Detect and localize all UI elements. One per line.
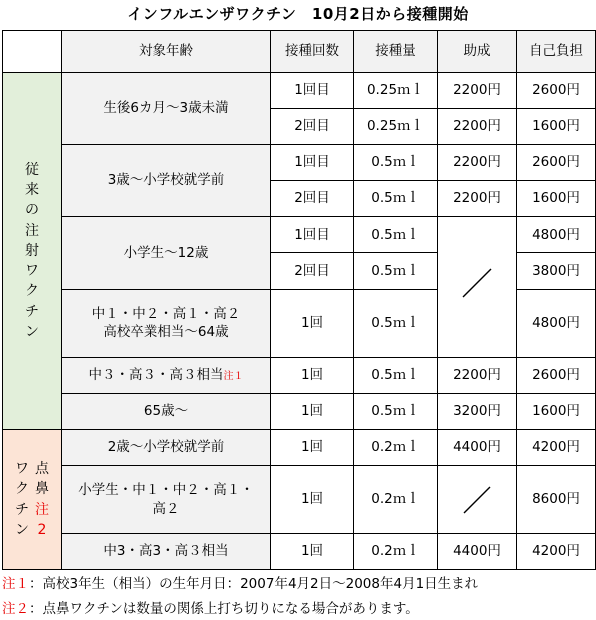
table-row <box>3 145 596 181</box>
self-pay-cell: 8600円 <box>517 466 596 534</box>
age-cell: 3歳～小学校就学前 <box>62 145 271 217</box>
header-corner <box>3 31 62 73</box>
page-title: インフルエンザワクチン 10月2日から接種開始 <box>127 5 469 23</box>
dose-cell: 0.5ｍｌ <box>354 145 438 181</box>
count-cell: 1回 <box>271 534 354 570</box>
self-pay-cell: 1600円 <box>517 181 596 217</box>
self-pay-cell: 1600円 <box>517 109 596 145</box>
age-cell <box>62 289 271 358</box>
diagonal-slash-mark <box>438 467 516 533</box>
age-text: 中３・高３・高３相当 <box>88 367 224 384</box>
footnote-2 <box>2 597 419 617</box>
self-pay-cell: 2600円 <box>517 145 596 181</box>
self-pay-cell: 1600円 <box>517 394 596 430</box>
group-traditional <box>3 73 62 430</box>
self-pay-cell: 4200円 <box>517 534 596 570</box>
subsidy-cell: 4400円 <box>438 430 517 466</box>
count-cell: 1回目 <box>271 73 354 109</box>
count-cell: 2回目 <box>271 181 354 217</box>
footnote-1 <box>2 572 478 592</box>
count-cell: 1回 <box>271 466 354 534</box>
table-row <box>3 534 596 570</box>
note-1-marker: 注１ <box>223 371 244 383</box>
age-cell: 2歳～小学校就学前 <box>62 430 271 466</box>
group-nasal <box>3 430 62 570</box>
count-cell: 1回目 <box>271 217 354 253</box>
self-pay-cell: 4800円 <box>517 289 596 358</box>
age-cell: 生後6カ月～3歳未満 <box>62 73 271 145</box>
footnote-1-text: ：高校3年生（相当）の生年月日：2007年4月2日～2008年4月1日生まれ <box>29 576 479 592</box>
table-row <box>3 466 596 534</box>
footnote-2-text: ：点鼻ワクチンは数量の関係上打ち切りになる場合があります。 <box>29 601 419 617</box>
group-nasal-label <box>3 459 61 540</box>
dose-cell: 0.5ｍｌ <box>354 394 438 430</box>
group-traditional-label: 従 来 の 注 射 ワ ク チ ン <box>25 161 39 341</box>
self-pay-cell: 3800円 <box>517 253 596 289</box>
dose-cell: 0.2ｍｌ <box>354 466 438 534</box>
count-cell: 1回 <box>271 358 354 394</box>
subsidy-cell: 4400円 <box>438 534 517 570</box>
dose-cell: 0.2ｍｌ <box>354 430 438 466</box>
dose-cell: 0.5ｍｌ <box>354 358 438 394</box>
group-nasal-sub-label: 点 鼻 注 2 <box>35 460 49 538</box>
subsidy-none-cell <box>438 466 517 534</box>
subsidy-none-cell <box>438 217 517 358</box>
dose-cell: 0.5ｍｌ <box>354 181 438 217</box>
count-cell: 1回 <box>271 394 354 430</box>
dose-cell: 0.25ｍｌ <box>354 109 438 145</box>
diagonal-slash-mark <box>438 217 516 357</box>
dose-cell: 0.5ｍｌ <box>354 289 438 358</box>
header-subsidy: 助成 <box>438 31 517 73</box>
footnote-2-label: 注２ <box>2 601 29 617</box>
age-cell <box>62 466 271 534</box>
header-dose: 接種量 <box>354 31 438 73</box>
age-cell: 中3・高3・高３相当 <box>62 534 271 570</box>
group-nasal-main-label: ワ ク チ ン <box>15 460 29 538</box>
self-pay-cell: 4200円 <box>517 430 596 466</box>
table-row <box>3 358 596 394</box>
self-pay-cell: 2600円 <box>517 358 596 394</box>
note-2-marker: 注 <box>35 501 49 518</box>
table-row <box>3 430 596 466</box>
age-cell: 小学生～12歳 <box>62 217 271 290</box>
header-age: 対象年齢 <box>62 31 271 73</box>
subsidy-cell: 2200円 <box>438 358 517 394</box>
table-row <box>3 217 596 253</box>
footnote-1-label: 注１ <box>2 576 29 592</box>
dose-cell: 0.25ｍｌ <box>354 73 438 109</box>
subsidy-cell: 2200円 <box>438 181 517 217</box>
subsidy-cell: 2200円 <box>438 109 517 145</box>
dose-cell: 0.2ｍｌ <box>354 534 438 570</box>
age-line: 中１・中２・高１・高２ <box>91 306 241 323</box>
count-cell: 2回目 <box>271 109 354 145</box>
subsidy-cell: 3200円 <box>438 394 517 430</box>
dose-cell: 0.5ｍｌ <box>354 217 438 253</box>
age-line: 高２ <box>152 500 180 517</box>
table-row <box>3 394 596 430</box>
subsidy-cell: 2200円 <box>438 73 517 109</box>
subsidy-cell: 2200円 <box>438 145 517 181</box>
age-line: 小学生・中１・中２・高１・ <box>78 482 254 499</box>
header-self-pay: 自己負担 <box>517 31 596 73</box>
age-cell <box>62 358 271 394</box>
count-cell: 1回 <box>271 430 354 466</box>
age-cell: 65歳～ <box>62 394 271 430</box>
self-pay-cell: 4800円 <box>517 217 596 253</box>
table-row <box>3 73 596 109</box>
age-line: 高校卒業相当～64歳 <box>103 324 229 341</box>
vaccine-price-table <box>2 30 596 570</box>
count-cell: 1回 <box>271 289 354 358</box>
header-row <box>3 31 596 73</box>
count-cell: 2回目 <box>271 253 354 289</box>
count-cell: 1回目 <box>271 145 354 181</box>
dose-cell: 0.5ｍｌ <box>354 253 438 289</box>
header-count: 接種回数 <box>271 31 354 73</box>
self-pay-cell: 2600円 <box>517 73 596 109</box>
